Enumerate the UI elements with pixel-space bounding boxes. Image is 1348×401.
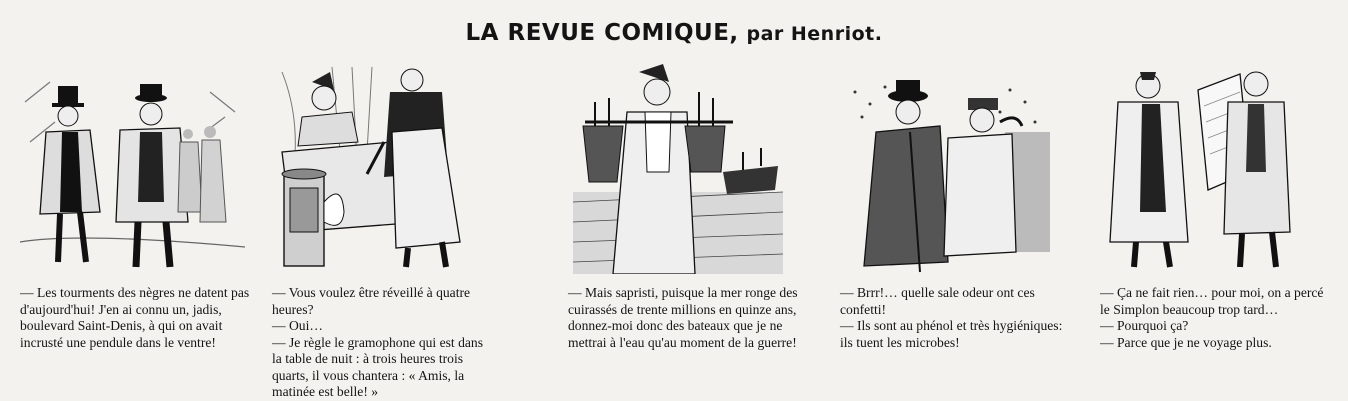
page-title xyxy=(0,20,1348,46)
caption-panel-3 xyxy=(568,285,813,351)
comic-panel-1 xyxy=(20,62,245,274)
comic-panel-2 xyxy=(272,62,487,274)
man-in-bed-with-servant-icon xyxy=(272,62,487,274)
caption-line: — Ça ne fait rien… pour moi, on a percé le Simplon beaucoup trop tard… xyxy=(1100,285,1324,317)
comic-panel-4 xyxy=(840,62,1050,274)
title-text: LA REVUE COMIQUE, xyxy=(465,20,739,46)
caption-line: — Brrr!… quelle sale odeur ont ces confetti! xyxy=(840,285,1035,317)
comic-panel-3 xyxy=(573,62,783,274)
comic-panel-5 xyxy=(1100,62,1300,274)
caption-panel-1 xyxy=(20,285,252,351)
caption-line: — Je règle le gramophone qui est dans la table de nuit : à trois heures trois quarts, il vous chantera : « Amis, la matinée est belle! » xyxy=(272,334,484,399)
caption-line: — Les tourments des nègres ne datent pas d'aujourd'hui! J'en ai connu un, jadis, boulevard Saint-Denis, à qui on avait incrusté une pendule dans le ventre! xyxy=(20,285,250,350)
caption-line: — Ils sont au phénol et très hygiéniques: ils tuent les microbes! xyxy=(840,318,1063,350)
woman-with-battleships-icon xyxy=(573,62,783,274)
caption-line: — Oui… xyxy=(272,318,323,333)
two-gentlemen-in-top-hats-icon xyxy=(20,62,245,274)
men-holding-noses-icon xyxy=(840,62,1050,274)
caption-panel-5 xyxy=(1100,285,1330,351)
caption-line: — Mais sapristi, puisque la mer ronge des cuirassés de trente millions en quinze ans, donnez-moi donc des bateaux que je ne mettrai à l'eau qu'au moment de la guerre! xyxy=(568,285,798,350)
caption-line: — Pourquoi ça? xyxy=(1100,318,1189,333)
byline-text: par Henriot. xyxy=(746,23,883,45)
caption-panel-2 xyxy=(272,285,494,401)
men-reading-newspaper-icon xyxy=(1100,62,1300,274)
caption-line: — Parce que je ne voyage plus. xyxy=(1100,334,1272,350)
caption-panel-4 xyxy=(840,285,1070,351)
caption-line: — Vous voulez être réveillé à quatre heures? xyxy=(272,285,471,317)
